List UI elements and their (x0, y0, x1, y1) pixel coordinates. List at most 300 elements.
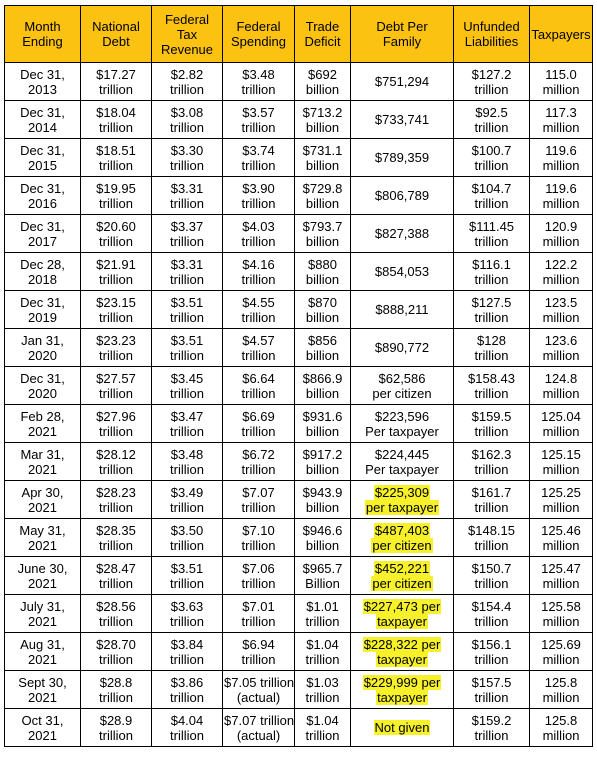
cell-text: trillion (99, 727, 133, 743)
cell-text: Dec 28, (20, 256, 65, 272)
cell-text: trillion (170, 651, 204, 667)
cell-federal-spending (223, 101, 295, 139)
cell-unfunded-liabilities (454, 291, 530, 329)
cell-federal-spending (223, 557, 295, 595)
cell-text: 115.0 (545, 66, 577, 82)
cell-text: 2016 (28, 195, 57, 211)
cell-text: trillion (474, 423, 509, 439)
cell-text: billion (305, 233, 340, 249)
cell-text (352, 599, 452, 614)
cell-unfunded-liabilities (454, 215, 530, 253)
cell-federal-spending (223, 519, 295, 557)
cell-text: $111.45 (468, 218, 515, 234)
cell-federal-tax-revenue (152, 177, 223, 215)
cell-text: billion (305, 81, 340, 97)
cell-text: 123.6 (544, 332, 578, 348)
table-row (5, 671, 593, 709)
cell-debt-per-family (351, 557, 454, 595)
cell-trade-deficit (295, 595, 351, 633)
cell-text: trillion (305, 613, 340, 629)
cell-text: Aug 31, (20, 636, 65, 652)
highlighted-text: $225,309 (374, 484, 430, 500)
table-row (5, 405, 593, 443)
cell-trade-deficit (295, 671, 351, 709)
cell-text: $3.74 (242, 142, 275, 158)
cell-text (352, 523, 452, 538)
cell-text: Oct 31, (21, 712, 64, 728)
cell-text: June 30, (17, 560, 68, 576)
cell-federal-tax-revenue (152, 367, 223, 405)
cell-text: $3.84 (170, 636, 204, 652)
cell-text: $4.03 (242, 218, 275, 234)
cell-text: $3.31 (170, 256, 204, 272)
cell-text: trillion (241, 309, 276, 325)
cell-text: $731.1 (302, 142, 343, 158)
cell-text: $6.72 (242, 446, 275, 462)
cell-text: trillion (170, 537, 204, 553)
cell-text: $4.16 (242, 256, 275, 272)
cell-text: $20.60 (96, 218, 136, 234)
cell-text: 2015 (28, 157, 57, 173)
cell-text: trillion (99, 575, 133, 591)
cell-text: $888,211 (375, 302, 429, 317)
cell-text: trillion (474, 727, 509, 743)
cell-text: trillion (99, 689, 133, 705)
cell-text: billion (305, 499, 340, 515)
cell-text: trillion (474, 461, 509, 477)
cell-text: 125.25 (541, 484, 581, 500)
cell-taxpayers (530, 519, 593, 557)
cell-national-debt (81, 633, 152, 671)
cell-text: 117.3 (545, 104, 577, 120)
cell-text: 2021 (28, 423, 57, 439)
cell-federal-tax-revenue (152, 557, 223, 595)
cell-taxpayers (530, 177, 593, 215)
cell-text: $19.95 (96, 180, 136, 196)
cell-text: trillion (474, 271, 509, 287)
column-header-taxpayers (530, 6, 593, 63)
cell-text: $3.48 (170, 446, 204, 462)
cell-text: $162.3 (471, 446, 512, 462)
header-text: Debt (102, 34, 130, 49)
cell-text: trillion (99, 651, 133, 667)
cell-text: $4.57 (242, 332, 275, 348)
cell-text: 119.6 (545, 142, 577, 158)
cell-text: 125.15 (541, 446, 581, 462)
cell-text (352, 652, 452, 667)
cell-text: Sept 30, (18, 674, 67, 690)
cell-unfunded-liabilities (454, 557, 530, 595)
cell-text: $157.5 (471, 674, 512, 690)
cell-text: trillion (305, 727, 340, 743)
cell-month-ending (5, 557, 81, 595)
cell-text: $3.86 (170, 674, 204, 690)
highlighted-text: $228,322 per (363, 636, 441, 652)
cell-text: trillion (99, 195, 133, 211)
cell-text: Per taxpayer (365, 423, 439, 439)
column-header-federal-tax-revenue (152, 6, 223, 63)
cell-federal-tax-revenue (152, 519, 223, 557)
cell-taxpayers (530, 709, 593, 747)
cell-trade-deficit (295, 481, 351, 519)
cell-text: trillion (99, 423, 133, 439)
cell-text: $17.27 (96, 66, 136, 82)
cell-taxpayers (530, 443, 593, 481)
cell-text: Billion (305, 575, 340, 591)
highlighted-text: taxpayer (377, 613, 427, 629)
cell-unfunded-liabilities (454, 405, 530, 443)
cell-taxpayers (530, 557, 593, 595)
cell-federal-tax-revenue (152, 633, 223, 671)
cell-text (352, 690, 452, 705)
cell-text: 2018 (28, 271, 57, 287)
cell-text: trillion (99, 613, 133, 629)
cell-text: July 31, (20, 598, 65, 614)
cell-month-ending (5, 367, 81, 405)
cell-month-ending (5, 329, 81, 367)
header-text: Federal (164, 11, 210, 27)
cell-month-ending (5, 405, 81, 443)
cell-text: trillion (241, 651, 276, 667)
cell-month-ending (5, 481, 81, 519)
cell-text: trillion (474, 157, 509, 173)
cell-unfunded-liabilities (454, 177, 530, 215)
cell-national-debt (81, 215, 152, 253)
cell-text: 2014 (28, 119, 57, 135)
header-text: Month (24, 19, 61, 34)
cell-unfunded-liabilities (454, 101, 530, 139)
cell-national-debt (81, 481, 152, 519)
table-body (5, 63, 593, 747)
cell-text: 125.8 (544, 674, 578, 690)
cell-text: trillion (241, 233, 276, 249)
cell-unfunded-liabilities (454, 63, 530, 101)
cell-federal-spending (223, 443, 295, 481)
table-row (5, 443, 593, 481)
table-row (5, 139, 593, 177)
cell-text: $23.15 (96, 294, 136, 310)
cell-federal-spending (223, 215, 295, 253)
cell-text: $880 (308, 256, 337, 272)
header-row (5, 6, 593, 63)
highlighted-text: $487,403 (374, 522, 430, 538)
cell-federal-spending (223, 481, 295, 519)
cell-text: trillion (241, 461, 276, 477)
cell-text: trillion (241, 195, 276, 211)
cell-debt-per-family (351, 405, 454, 443)
cell-national-debt (81, 253, 152, 291)
cell-month-ending (5, 595, 81, 633)
cell-text: $7.01 (242, 598, 275, 614)
cell-taxpayers (530, 633, 593, 671)
cell-text: $3.48 (242, 66, 275, 82)
cell-text: $4.04 (170, 712, 204, 728)
cell-text: trillion (241, 347, 276, 363)
cell-text: trillion (474, 195, 509, 211)
cell-text (352, 485, 452, 500)
highlighted-text: $229,999 per (363, 674, 441, 690)
cell-federal-tax-revenue (152, 671, 223, 709)
cell-text: $3.51 (170, 294, 204, 310)
cell-federal-spending (223, 177, 295, 215)
cell-text: trillion (170, 423, 204, 439)
cell-text: trillion (241, 537, 276, 553)
cell-text: $3.51 (170, 332, 204, 348)
cell-text: $931.6 (302, 408, 343, 424)
cell-trade-deficit (295, 215, 351, 253)
cell-month-ending (5, 215, 81, 253)
cell-text: $148.15 (468, 522, 515, 538)
cell-unfunded-liabilities (454, 595, 530, 633)
header-text: Debt Per (376, 19, 428, 34)
table-row (5, 633, 593, 671)
column-header-month-ending (5, 6, 81, 63)
cell-text: trillion (170, 271, 204, 287)
highlighted-text: taxpayer (377, 689, 427, 705)
cell-text: per citizen (372, 385, 432, 401)
cell-text: billion (305, 385, 340, 401)
cell-federal-spending (223, 633, 295, 671)
cell-text: trillion (99, 233, 133, 249)
cell-text (352, 576, 452, 591)
table-header (5, 6, 593, 63)
cell-text: (actual) (236, 727, 281, 743)
cell-text: $104.7 (471, 180, 512, 196)
column-header-unfunded-liabilities (454, 6, 530, 63)
cell-text: $7.07 (242, 484, 275, 500)
cell-text: $28.56 (96, 598, 136, 614)
cell-trade-deficit (295, 291, 351, 329)
cell-unfunded-liabilities (454, 367, 530, 405)
cell-text: $789,359 (374, 150, 430, 165)
cell-text: $1.01 (306, 598, 339, 614)
cell-federal-tax-revenue (152, 443, 223, 481)
cell-month-ending (5, 177, 81, 215)
cell-text: $806,789 (374, 188, 430, 203)
cell-national-debt (81, 291, 152, 329)
cell-federal-tax-revenue (152, 709, 223, 747)
cell-text: $3.08 (170, 104, 204, 120)
cell-text: $7.06 (242, 560, 275, 576)
header-text: Ending (22, 34, 63, 49)
cell-federal-tax-revenue (152, 101, 223, 139)
cell-federal-tax-revenue (152, 253, 223, 291)
cell-text: $127.2 (471, 66, 512, 82)
cell-national-debt (81, 519, 152, 557)
cell-text: trillion (474, 81, 509, 97)
cell-month-ending (5, 101, 81, 139)
cell-text: million (542, 195, 580, 211)
cell-national-debt (81, 367, 152, 405)
cell-unfunded-liabilities (454, 519, 530, 557)
cell-national-debt (81, 557, 152, 595)
cell-federal-tax-revenue (152, 63, 223, 101)
cell-text: trillion (99, 157, 133, 173)
cell-month-ending (5, 443, 81, 481)
cell-text: trillion (170, 195, 204, 211)
cell-text: $92.5 (475, 104, 508, 120)
cell-text: $692 (308, 66, 337, 82)
cell-text: $28.23 (96, 484, 136, 500)
cell-text: 125.69 (541, 636, 581, 652)
cell-text: $7.05 trillion (224, 674, 295, 690)
highlighted-text: per taxpayer (365, 499, 439, 515)
cell-taxpayers (530, 367, 593, 405)
cell-text: $150.7 (471, 560, 512, 576)
cell-text: trillion (241, 499, 276, 515)
cell-text: $7.07 trillion (224, 712, 295, 728)
cell-text: trillion (474, 385, 509, 401)
cell-text: 2021 (28, 499, 57, 515)
cell-text: 125.47 (541, 560, 581, 576)
cell-unfunded-liabilities (454, 329, 530, 367)
cell-text: trillion (170, 347, 204, 363)
cell-federal-spending (223, 405, 295, 443)
header-text: Deficit (304, 34, 341, 49)
cell-text: trillion (241, 157, 276, 173)
cell-debt-per-family (351, 519, 454, 557)
cell-text: million (542, 499, 580, 515)
cell-text: billion (305, 271, 340, 287)
cell-text: $751,294 (374, 74, 430, 89)
cell-text: trillion (99, 537, 133, 553)
cell-text: $3.49 (170, 484, 204, 500)
cell-debt-per-family (351, 215, 454, 253)
header-text: Revenue (160, 41, 214, 57)
cell-debt-per-family (351, 177, 454, 215)
cell-text: trillion (99, 309, 133, 325)
cell-text: trillion (474, 651, 509, 667)
cell-trade-deficit (295, 63, 351, 101)
cell-text: $856 (308, 332, 337, 348)
cell-month-ending (5, 633, 81, 671)
cell-unfunded-liabilities (454, 443, 530, 481)
cell-text (352, 561, 452, 576)
cell-text: trillion (99, 347, 133, 363)
cell-national-debt (81, 139, 152, 177)
table-row (5, 709, 593, 747)
cell-national-debt (81, 405, 152, 443)
cell-trade-deficit (295, 139, 351, 177)
cell-text: $3.57 (242, 104, 275, 120)
header-text: Family (382, 34, 422, 49)
cell-unfunded-liabilities (454, 633, 530, 671)
cell-text: $854,053 (374, 264, 430, 279)
cell-text: 2021 (28, 461, 57, 477)
cell-taxpayers (530, 595, 593, 633)
cell-text: $18.51 (96, 142, 136, 158)
table-row (5, 291, 593, 329)
cell-trade-deficit (295, 101, 351, 139)
cell-text: million (542, 347, 580, 363)
cell-text: 2020 (28, 385, 57, 401)
cell-month-ending (5, 139, 81, 177)
cell-text: $127.5 (471, 294, 512, 310)
cell-text: $3.63 (170, 598, 204, 614)
cell-text: 124.8 (544, 370, 578, 386)
cell-debt-per-family (351, 63, 454, 101)
cell-text: $713.2 (302, 104, 343, 120)
table-row (5, 557, 593, 595)
highlighted-text: taxpayer (377, 651, 427, 667)
cell-trade-deficit (295, 177, 351, 215)
cell-trade-deficit (295, 329, 351, 367)
cell-trade-deficit (295, 557, 351, 595)
cell-text: trillion (474, 347, 509, 363)
cell-text: $159.2 (471, 712, 512, 728)
cell-text: $4.55 (242, 294, 275, 310)
table-row (5, 101, 593, 139)
cell-text: 125.04 (541, 408, 581, 424)
cell-text: trillion (241, 613, 276, 629)
cell-federal-spending (223, 671, 295, 709)
cell-debt-per-family (351, 139, 454, 177)
cell-text: trillion (305, 689, 340, 705)
cell-text: $6.69 (242, 408, 275, 424)
cell-unfunded-liabilities (454, 253, 530, 291)
cell-text: $28.70 (96, 636, 136, 652)
cell-debt-per-family (351, 481, 454, 519)
cell-text: million (542, 81, 580, 97)
cell-text: billion (305, 309, 340, 325)
cell-text: trillion (170, 81, 204, 97)
cell-text: trillion (474, 499, 509, 515)
cell-text: Mar 31, (20, 446, 65, 462)
cell-text: trillion (241, 575, 276, 591)
cell-federal-tax-revenue (152, 139, 223, 177)
highlighted-text: Not given (374, 720, 430, 735)
cell-text: (actual) (236, 689, 281, 705)
cell-text: trillion (170, 119, 204, 135)
table-row (5, 177, 593, 215)
cell-trade-deficit (295, 633, 351, 671)
cell-text: Per taxpayer (365, 461, 439, 477)
cell-text: $890,772 (374, 340, 430, 355)
cell-text: $917.2 (302, 446, 343, 462)
cell-text: $28.12 (96, 446, 136, 462)
cell-text: billion (305, 347, 340, 363)
cell-national-debt (81, 101, 152, 139)
cell-month-ending (5, 291, 81, 329)
cell-text: trillion (99, 81, 133, 97)
cell-text: $793.7 (302, 218, 343, 234)
cell-text: 2017 (28, 233, 57, 249)
cell-federal-spending (223, 291, 295, 329)
cell-text: million (542, 689, 580, 705)
cell-taxpayers (530, 405, 593, 443)
cell-month-ending (5, 253, 81, 291)
cell-text: 122.2 (544, 256, 578, 272)
cell-text: million (542, 233, 580, 249)
cell-text: $1.04 (306, 712, 339, 728)
cell-taxpayers (530, 671, 593, 709)
cell-text: 2021 (28, 613, 57, 629)
cell-text: $28.9 (99, 712, 133, 728)
cell-text: $3.37 (170, 218, 204, 234)
cell-text: $3.30 (170, 142, 204, 158)
cell-text: 2021 (28, 575, 57, 591)
cell-text: trillion (99, 119, 133, 135)
column-header-federal-spending (223, 6, 295, 63)
cell-text: $28.35 (96, 522, 136, 538)
cell-federal-tax-revenue (152, 291, 223, 329)
cell-text: billion (305, 119, 340, 135)
cell-month-ending (5, 709, 81, 747)
cell-text: $3.47 (170, 408, 204, 424)
table-row (5, 253, 593, 291)
cell-taxpayers (530, 139, 593, 177)
cell-text: million (542, 423, 580, 439)
